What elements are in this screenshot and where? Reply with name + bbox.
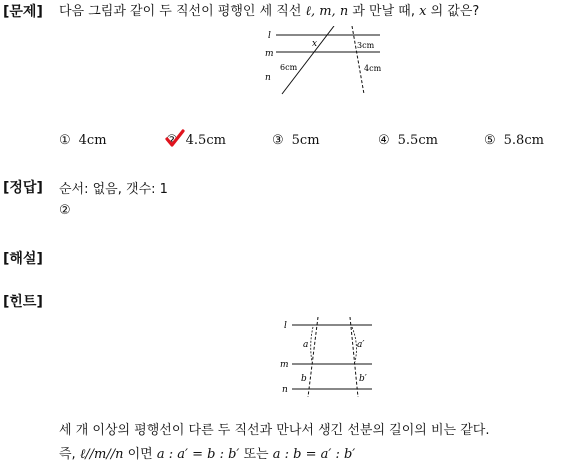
hint-transversal-right [350, 317, 358, 397]
answer-line-2: ② [59, 203, 71, 218]
label-m: m [265, 49, 274, 59]
figure-hint-parallel-lines [280, 317, 380, 397]
choice-2-label: 4.5cm [185, 133, 226, 148]
hint-line-2-math-parallel: ℓ//m//n [79, 447, 124, 462]
choice-3-label: 5cm [291, 133, 320, 148]
hint-line-2-prefix: 즉, [59, 447, 80, 462]
label-4cm: 4cm [364, 64, 382, 73]
section-explanation-label: [해설] [3, 251, 43, 267]
choice-2-num: ② [166, 133, 178, 148]
question-text-part3: 의 값은? [426, 4, 480, 19]
hint-line-2-mid: 이면 [123, 447, 157, 462]
answer-line-1: 순서: 없음, 갯수: 1 [59, 182, 168, 197]
hint-label-a-prime: a′ [357, 340, 365, 350]
question-text-part1: 다음 그림과 같이 두 직선이 평행인 세 직선 [59, 4, 306, 19]
hint-label-l: l [284, 321, 287, 331]
label-6cm: 6cm [280, 63, 298, 72]
hint-label-m: m [280, 360, 289, 370]
choice-3-num: ③ [272, 133, 284, 148]
hint-line-2-math-ratio2: a : b = a′ : b′ [272, 447, 356, 462]
choice-1-label: 4cm [78, 133, 107, 148]
choice-5[interactable] [484, 133, 544, 148]
question-var: x [419, 4, 427, 19]
choice-4[interactable] [378, 133, 438, 148]
hint-line-2-math-ratio1: a : a′ = b : b′ [156, 447, 240, 462]
choices-row [0, 133, 565, 153]
hint-transversal-left [308, 317, 318, 397]
checkmark-icon [164, 128, 186, 150]
transversal-left [282, 26, 334, 94]
choice-5-num: ⑤ [484, 133, 496, 148]
hint-line-2 [59, 443, 355, 462]
choice-5-label: 5.8cm [503, 133, 544, 148]
question-text [59, 0, 479, 19]
figure-parallel-lines [260, 26, 390, 96]
hint-label-b-prime: b′ [359, 374, 367, 384]
hint-line-1: 세 개 이상의 평행선이 다른 두 직선과 만나서 생긴 선분의 길이의 비는 같다. [59, 423, 490, 438]
section-problem-label: [문제] [3, 4, 43, 20]
label-n: n [265, 73, 271, 83]
hint-line-2-or: 또는 [239, 447, 273, 462]
section-hint-label: [힌트] [3, 294, 43, 310]
hint-label-a: a [303, 340, 309, 350]
choice-4-label: 5.5cm [397, 133, 438, 148]
choice-3[interactable] [272, 133, 320, 148]
hint-label-n: n [282, 385, 288, 395]
label-l: l [268, 31, 271, 41]
choice-1[interactable] [59, 133, 107, 148]
choice-4-num: ④ [378, 133, 390, 148]
label-3cm: 3cm [357, 41, 375, 50]
transversal-right [352, 26, 364, 94]
question-math-lines: ℓ, m, n [305, 4, 349, 19]
section-answer-label: [정답] [3, 180, 43, 196]
hint-label-b: b [301, 374, 307, 384]
label-x: x [312, 39, 318, 49]
question-text-part2: 과 만날 때, [348, 4, 420, 19]
choice-1-num: ① [59, 133, 71, 148]
